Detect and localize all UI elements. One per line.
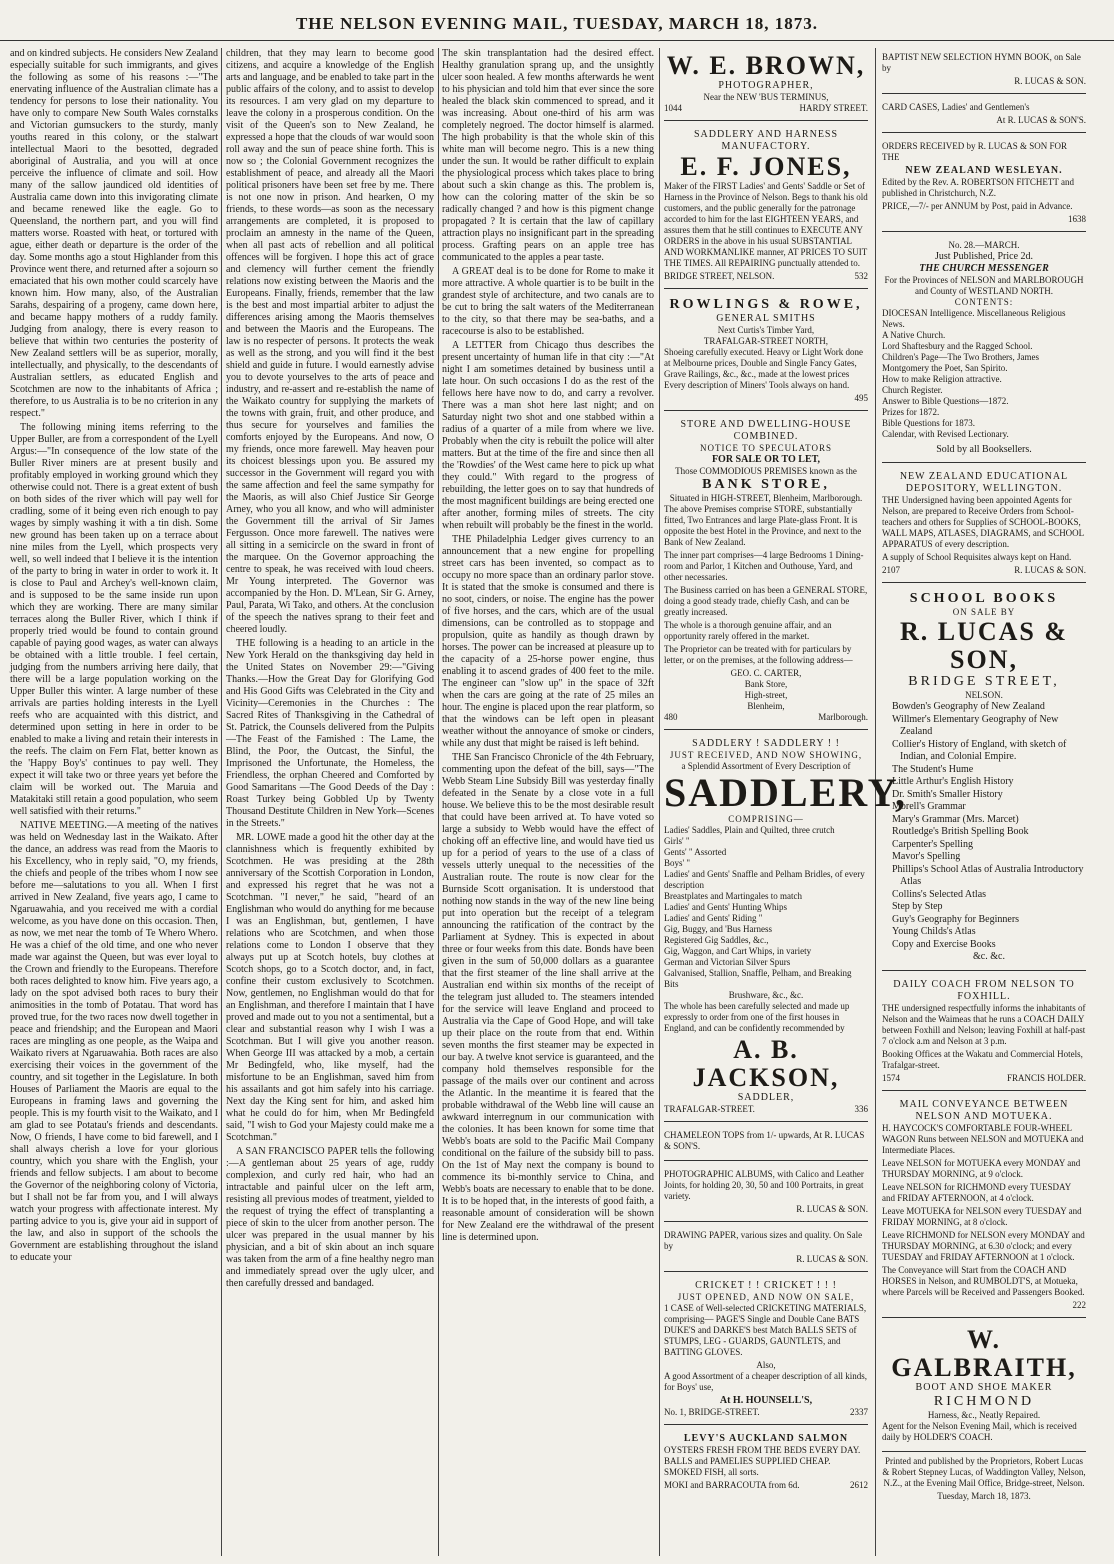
ad-number: 532 xyxy=(854,271,868,281)
ad-signature: R. LUCAS & SON. xyxy=(1014,565,1086,575)
list-item: Leave MOTUEKA for NELSON every TUESDAY and FRIDAY MORNING, at 8 o'clock. xyxy=(882,1205,1082,1227)
list-item: Phillips's School Atlas of Australia Introductory Atlas xyxy=(892,863,1084,887)
list-item: Leave NELSON for RICHMOND every TUESDAY and FRIDAY AFTERNOON, at 4 o'clock. xyxy=(882,1181,1071,1203)
ad-text: The above Premises comprise STORE, substantially fitted, Two Entrances and large Plate-glass Front. It is opposite the best Hotel in the Province, and next to the Bank of New Zealand. xyxy=(664,504,862,547)
ad-title: SCHOOL BOOKS xyxy=(909,591,1059,606)
list-item: Dr. Smith's Smaller History xyxy=(892,788,1003,800)
ad-title: At H. HOUNSELL'S, xyxy=(719,1395,813,1406)
ad-number: 2107 xyxy=(882,565,900,575)
ad-subtitle: FOR SALE OR TO LET, xyxy=(711,454,821,465)
ad-text: TRAFALGAR-STREET NORTH, xyxy=(703,336,829,346)
article-paragraph: A GREAT deal is to be done for Rome to make it more attractive. A whole quartier is to be built in the grandest style of architecture, and two canals are to be cut to bring the salt waters of the Mediterranean to the city, so that there may be sea-baths, and a racecourse is also to be established. xyxy=(442,266,654,337)
ad-text: TRAFALGAR-STREET. xyxy=(664,1104,755,1114)
ad-signature: Blenheim, xyxy=(747,701,785,711)
imprint-date: Tuesday, March 18, 1873. xyxy=(937,1490,1031,1501)
ad-text: ORDERS RECEIVED by R. LUCAS & SON FOR THE xyxy=(882,141,1068,162)
article-paragraph: children, that they may learn to become good citizens, and acquire a knowledge of the English arts and language, and be enabled to take part in the public affairs of the colony, and to assist to develop its resources. I am very glad on my departure to leave the colony in a prosperous condition. On the visit of the Queen's son to New Zealand, he expressed a hope that the clouds of war would soon roll away and the sun of peace shine forth. This is now so ; the Colonial Government recognizes the establishment of peace, and already all the Maori political prisoners have been set free by me. There is not one now in prison. And hearken, O my friends, to these words—as soon as the necessary arrangements are completed, it is proposed to proclaim an amnesty in the name of the Queen, when all past acts of rebellion and all political offences will be forgiven. I hope this act of grace and clemency will further cement the friendly relations now existing between the Maoris and the Europeans. Finally, friends, remember that the law is the best and most impartial arbiter to adjust the differences arising among the Maoris themselves and between the Maoris and the Europeans. The law is no respecter of persons. It protects the weak as well as the strong, and you will find it the best shield and guide in future. I would earnestly advise you to devote yourselves to the arts of peace and industry, and re-assert and re-establish the name of the Waikato country for supplying the markets of the towns with grain, fruit, and other produce, and thus secure for yourselves and families the comforts enjoyed by the Europeans. And now, O my friends, once more farewell. May heaven pour its choicest blessings upon you. Be assured my successor in the Government will regard you with the same affection and feel the same sympathy for the Maoris, as will also Chief Justice Sir George Arney, who you all know, and who will administer the Government till the arrival of Sir James Fergusson. Once more farewell. The natives were all sitting in a semicircle on the sward in front of the marquee. On the Governor approaching the centre to speak, he was received with loud cheers. Mr Young interpreted. The Governor was accompanied by the Hon. D. M'Lean, Sir G. Arney, Paul, Parata, Wi Tako, and others. At the conclusion of the speech the natives sprang to their feet and cheered loudly. xyxy=(226,48,434,635)
list-item: Step by Step xyxy=(892,901,943,912)
ad-text: PHOTOGRAPHIC ALBUMS, with Calico and Leather Joints, for holding 20, 30, 50 and 100 Portraits, in great variety. xyxy=(664,1169,864,1201)
ad-signature: Bank Store, xyxy=(744,679,788,689)
ad-text: The Business carried on has been a GENERAL STORE, doing a good steady trade, chiefly Cash, and can be greatly increased. xyxy=(664,585,868,617)
ad-number: 480 xyxy=(664,712,678,722)
ad-title: W. GALBRAITH, xyxy=(891,1324,1077,1382)
imprint-text: Printed and published by the Proprietors, Robert Lucas & Robert Stepney Lucas, of Waddington Valley, Nelson, N.Z., at the Evening Mail Office, Bridge-street, Nelson. xyxy=(882,1455,1086,1488)
ad-heading: LEVY'S AUCKLAND SALMON xyxy=(683,1433,849,1444)
list-item: Collier's History of England, with sketch of Indian, and Colonial Empire. xyxy=(892,738,1067,762)
ad-text: Maker of the FIRST Ladies' and Gents' Saddle or Set of Harness in the Province of Nelson. Begs to thank his old customers, and the public generally for the patronage accorded to him for the last EIGHTEEN YEARS, and assures them that he still continues to EXECUTE ANY ORDERS in the above in his usual SUBSTANTIAL AND WORKMANLIKE manner, AT PRICES TO SUIT THE TIMES. All REPAIRING punctually attended to. xyxy=(664,181,868,268)
ad-mail-conveyance xyxy=(882,1095,1086,1318)
masthead: THE NELSON EVENING MAIL, TUESDAY, MARCH 18, 1873. xyxy=(295,14,819,33)
ad-chameleon xyxy=(664,1126,868,1161)
ad-number: 1044 xyxy=(664,103,682,113)
ad-number: 1638 xyxy=(1068,214,1086,224)
ad-text: The inner part comprises—4 large Bedrooms 1 Dining-room and Parlor, 1 Kitchen and Outhouse, Yard, and other necessaries. xyxy=(664,550,864,582)
article-paragraph: A SAN FRANCISCO PAPER tells the following :—A gentleman about 25 years of age, ruddy complexion, and curly red hair, who had an intractable and painful ulcer on the left arm, resisting all previous modes of treatment, yielded to the request of trying the effect of transplanting a piece of skin to the ulcer from another person. The ulcer was prepared in the usual manner by his physician, and a bit of skin about an inch square was taken from the arm of a fine healthy negro man and immediately spread over the ugly ulcer, and then carefully dressed and bandaged. xyxy=(226,1146,434,1289)
list-item: How to make Religion attractive. xyxy=(882,374,1002,384)
ad-text: HARDY STREET. xyxy=(799,103,868,113)
list-item: Bible Questions for 1873. xyxy=(882,418,975,428)
ad-text: Also, xyxy=(756,1360,776,1370)
ad-text: Those COMMODIOUS PREMISES known as the xyxy=(675,466,857,476)
ad-daily-coach xyxy=(882,975,1086,1091)
ad-subtitle: Just Published, Price 2d. xyxy=(934,251,1034,262)
ad-heading: STORE AND DWELLING-HOUSE COMBINED. xyxy=(680,419,852,442)
list-item: The Student's Hume xyxy=(892,763,974,775)
ad-title: ROWLINGS & ROWE, xyxy=(669,297,863,312)
article-paragraph: The following mining items referring to the Upper Buller, are from a correspondent of the Lyell Argus:—"In consequence of the low state of the Buller River miners are at present busily and profitably employed in working ground which they otherwise could not. There is a great extent of bush on both sides of the river which will pay well for cradling, some of it being even rich enough to pay wages by simply washing it with a tin dish. Some new ground has been taken up on a terrace about nine miles from the Lyell, which prospects very well, so well indeed that I believe it is the intention of the party to bring in water in order to work it. It is close to Paul and Archey's well-known claim, and is supposed to be the same inside run upon which they are working. There are many similar terraces along the Buller River, which I think if properly tried would be found to contain ground capable of paying good wages, as water can always be obtained with a little trouble. I feel certain, judging from the numbers arriving here daily, that there will be a large population working on the Upper Buller this winter. A large number of these arrivals are parties holding interests in the Lyell reefs who are acquainted with this district, and determined upon setting in here in order to be enabled to make a living and retain their interests in the reefs. The claim on Fern Flat, better known as the 'Happy Boy's' continues to pay well. They expect it will take two or three years yet before the claim will be worked out. The Maruia and Matakitaki still retain a good population, who seem well satisfied with their returns." xyxy=(10,422,218,817)
ad-text: A supply of School Requisites always kept on Hand. xyxy=(882,552,1072,562)
list-item: Children's Page—The Two Brothers, James Montgomery the Poet, San Spirito. xyxy=(882,352,1040,373)
column-2 xyxy=(226,48,434,1556)
ad-text: THE undersigned respectfully informs the inhabitants of Nelson and the Waimeas that he runs a COACH DAILY between Foxhill and Nelson; leaving Foxhill at half-past 7 o'clock a.m and Nelson at 3 p.m. xyxy=(882,1002,1086,1046)
column-5-ads xyxy=(882,48,1086,1556)
ad-text: A good Assortment of a cheaper description of all kinds, for Boys' use, xyxy=(664,1371,867,1392)
ad-cricket xyxy=(664,1276,868,1425)
ad-rowlings xyxy=(664,293,868,411)
list-item: Leave NELSON for MOTUEKA every MONDAY and THURSDAY MORNING, at 9 o'clock. xyxy=(882,1157,1081,1179)
ad-text: Harness, &c., Neatly Repaired. xyxy=(927,1409,1041,1420)
ad-text: For the Provinces of NELSON and MARLBOROUGH and County of WESTLAND NORTH. xyxy=(884,275,1084,296)
ad-signature: Marlborough. xyxy=(818,712,868,722)
list-item: Ladies' and Gents' Riding " xyxy=(664,913,763,923)
ad-subtitle: BOOT AND SHOE MAKER xyxy=(915,1381,1053,1393)
list-item: Mary's Grammar (Mrs. Marcet) xyxy=(892,813,1019,825)
ad-signature: R. LUCAS & SON. xyxy=(1014,76,1086,86)
ad-title: A. B. JACKSON, xyxy=(692,1035,840,1092)
ad-subtitle: JUST OPENED, AND NOW ON SALE, xyxy=(677,1292,855,1302)
ad-title: E. F. JONES, xyxy=(680,152,852,181)
list-item: Prizes for 1872. xyxy=(882,407,940,417)
ad-text: THE Undersigned having been appointed Agents for Nelson, are prepared to Receive Orders from School-teachers and others for Supplies of SCHOOL-BOOKS, WALL MAPS, ATLASES, DIAGRAMS, and SCHOOL APPARATUS of every description. xyxy=(882,495,1084,549)
ad-text: Booking Offices at the Wakatu and Commercial Hotels, Trafalgar-street. xyxy=(882,1048,1083,1070)
article-paragraph: MR. LOWE made a good hit the other day at the clannishness which is frequently exhibited by Scotchmen. He was presiding at the 28th anniversary of the Scottish Corporation in London, and expressed his regret that he was not a Scotchman. "I never," he said, "heard of an Englishman who would do anything for me because I was an Englishman, but, gentlemen, I have relations who are Scotchmen, and when those relations come to London I observe that they always put up at Scotch hotels, buy clothes at Scotch shops, go to a Scotch doctor, and, in fact, confine their custom exclusively to Scotchmen. Now, gentlemen, no Englishman would do that for an Englishman, and therefore I maintain that I have proved and made out to you not a sentimental, but a clear and substantial reason why I wish I was a Scotchman. But I will give you another reason. When George III was attacked by a mob, a certain Mr Bedingfeld, who, like myself, had the misfortune to be an Englishman, saved him from his assailants and got him safely into his carriage. Next day the King sent for him, and asked him what he could do for him, when Mr Bedingfeld said, "I wish to God your Majesty could make me a Scotchman." xyxy=(226,832,435,1143)
ad-text: PRICE,—7/- per ANNUM by Post, paid in Advance. xyxy=(882,201,1073,211)
list-item: Answer to Bible Questions—1872. xyxy=(882,396,1009,406)
ad-heading: CRICKET ! ! CRICKET ! ! ! xyxy=(695,1280,837,1291)
ad-text: OYSTERS FRESH FROM THE BEDS EVERY DAY. BALLS and PAMELIES SUPPLIED CHEAP. SMOKED FISH, all sorts. xyxy=(664,1445,861,1477)
list-item: A Native Church. xyxy=(882,330,946,340)
ad-text: CHAMELEON TOPS from 1/- upwards, At R. LUCAS & SON'S. xyxy=(664,1130,865,1151)
ad-number: 2612 xyxy=(850,1480,868,1490)
ad-heading: DAILY COACH FROM NELSON TO FOXHILL. xyxy=(893,978,1075,1002)
ad-jones xyxy=(664,125,868,289)
article-paragraph: The skin transplantation had the desired effect. Healthy granulation sprang up, and the unsightly ulcer soon healed. A few months afterwards he went to his physician and told him that ever since the sore healed the black skin commenced to spread, and it was increasing. About one-third of his arm was completely negroed. The doctor himself is alarmed. The high probability is that the whole skin of this white man will become negro. This is a new thing under the sun. It would be rather difficult to explain the physiological process which takes place to bring about such a skin change as this. The problem is, how can the coloring matter of the skin be so radically changed ? and how is this pigment change propagated ? It is certain that the law of capillary attraction plays no insignificant part in the spreading process. Grafting pears on an apple tree has communicated to the apples a pear taste. xyxy=(442,48,654,263)
column-1 xyxy=(10,48,218,1556)
list-item: Morell's Grammar xyxy=(892,801,966,812)
ad-title: SADDLERY, xyxy=(664,770,907,815)
ad-heading: SADDLERY AND HARNESS MANUFACTORY. xyxy=(693,129,839,152)
ad-signature: R. LUCAS & SON. xyxy=(796,1254,868,1264)
ad-text: NELSON. xyxy=(965,690,1003,700)
list-item: Gents' " Assorted xyxy=(664,847,727,857)
ad-heading: SADDLERY ! SADDLERY ! ! xyxy=(692,738,840,749)
list-item: Church Register. xyxy=(882,385,943,395)
ad-signature: FRANCIS HOLDER. xyxy=(1006,1072,1086,1083)
ad-brown xyxy=(664,48,868,121)
list-item: Ladies' Saddles, Plain and Quilted, three crutch xyxy=(664,825,835,835)
list-item: Breastplates and Martingales to match xyxy=(664,891,802,901)
ad-drawing-paper xyxy=(664,1226,868,1272)
ad-text: BAPTIST NEW SELECTION HYMN BOOK, on Sale by xyxy=(882,52,1081,73)
article-paragraph: and on kindred subjects. He considers New Zealand especially suitable for such immigrants, and gives the following as some of his reasons :—"The enervating influence of the Australian climate has a tendency for persons to lose their nationality. You have only to compare New South Wales cornstalks and Victorian gumsuckers to the sturdy, manly youths reared in this colony, or the stalwart intellectual Maori to the besotted, degraded aboriginal of Australia, and you will at once perceive the influence of climate and soil. How many of the sallow jaundiced old identities of Australia came down into this invigorating climate and became renewed like the eagle. Go to Queensland, the northern part, and you will find matters worse. Roasted with heat, or tortured with ague, either death or departure is the order of the day. Some months ago a stout Highlander from this Province went there, and returned after a sojourn so emaciated that his own mother could scarcely have known him. How many, also, of the Australian Sarahs, despairing of a progeny, came down here, and became happy mothers of a ruddy family. Judging from analogy, there is every reason to believe that within two centuries the posterity of New Zealand settlers will be as superior, morally, intellectually, and physically, to the descendants of Australian settlers, as educated English and Scotchmen are now to the inhabitants of Africa ; therefore, to us Australia is to be no criterion in any respect." xyxy=(10,48,218,419)
ad-text: No. 1, BRIDGE-STREET. xyxy=(664,1407,760,1417)
list-item: Routledge's British Spelling Book xyxy=(892,826,1029,837)
ad-number: 336 xyxy=(854,1104,868,1114)
ad-title: NEW ZEALAND WESLEYAN. xyxy=(905,165,1063,176)
ad-subtitle: GENERAL SMITHS xyxy=(716,313,816,324)
list-item: Copy and Exercise Books xyxy=(892,938,996,950)
list-item: Boys' " xyxy=(664,858,691,868)
ad-number: 1574 xyxy=(882,1072,900,1083)
list-item: Young Childs's Atlas xyxy=(892,926,976,937)
ad-text: Situated in HIGH-STREET, Blenheim, Marlborough. xyxy=(669,493,863,503)
ad-text: a Splendid Assortment of Every Description of xyxy=(681,761,851,771)
ad-signature: R. LUCAS & SON. xyxy=(796,1204,868,1214)
ad-title: R. LUCAS & SON, xyxy=(899,617,1069,674)
ad-text: Next Curtis's Timber Yard, xyxy=(717,325,815,335)
ad-text: COMPRISING— xyxy=(728,814,804,824)
ad-text: Edited by the Rev. A. ROBERTSON FITCHETT and published in Christchurch, N.Z. xyxy=(882,177,1074,198)
list-item: Carpenter's Spelling xyxy=(892,838,973,850)
ad-text: 1 CASE of Well-selected CRICKETING MATERIALS, comprising— PAGE'S Single and Double Cane BATS DUKE'S and DARKE'S best Match BALLS SETS of STUMPS, LEG - GUARDS, GAUNTLETS, and BATTING GLOVES. xyxy=(664,1303,867,1357)
list-item: Leave RICHMOND for NELSON every MONDAY and THURSDAY MORNING, at 6.30 o'clock; and every TUESDAY and FRIDAY AFTERNOON at 1 o'clock. xyxy=(882,1229,1085,1262)
ad-text: H. HAYCOCK'S COMFORTABLE FOUR-WHEEL WAGON Runs between NELSON and MOTUEKA and Intermediate Places. xyxy=(882,1122,1084,1155)
list-item: German and Victorian Silver Spurs xyxy=(664,957,791,967)
ad-subtitle: NOTICE TO SPECULATORS xyxy=(699,443,833,453)
column-divider xyxy=(438,48,439,1556)
ad-subtitle: No. 28.—MARCH. xyxy=(948,240,1020,250)
ad-hymn-book xyxy=(882,48,1086,94)
ad-albums xyxy=(664,1165,868,1222)
ad-heading: NEW ZEALAND EDUCATIONAL DEPOSITORY, WELLINGTON. xyxy=(899,471,1069,494)
ad-subtitle: BRIDGE STREET, xyxy=(908,674,1060,689)
list-item: Ladies' and Gents' Hunting Whips xyxy=(664,902,788,912)
list-item: Galvanised, Stallion, Snaffle, Pelham, and Breaking Bits xyxy=(664,968,852,989)
list-item: Gig, Buggy, and 'Bus Harness xyxy=(664,924,773,934)
ad-subtitle: JUST RECEIVED, AND NOW SHOWING, xyxy=(669,750,863,760)
list-item: Mavor's Spelling xyxy=(892,851,961,862)
ad-number: 2337 xyxy=(850,1407,868,1417)
list-item: Guy's Geography for Beginners xyxy=(892,913,1020,925)
ad-title: BANK STORE, xyxy=(702,477,830,492)
ad-text: CONTENTS: xyxy=(954,297,1014,307)
list-item: Little Arthur's English History xyxy=(892,776,1014,787)
ad-signature: High-street, xyxy=(744,690,788,700)
list-item: Lord Shaftesbury and the Ragged School. xyxy=(882,341,1033,351)
list-item: DIOCESAN Intelligence. Miscellaneous Religious News. xyxy=(882,308,1066,329)
list-item: Collins's Selected Atlas xyxy=(892,888,987,900)
article-paragraph: THE following is a heading to an article in the New York Herald on the thanksgiving day held in the United States on November 29:—"Giving Thanks.—How the Great Day for Glorifying God and His Good Gifts was Celebrated in the City and Vicinity—Ceremonies in the Churches : The Sacred Rites of Thanksgiving in the Cathedral of St. Patrick, the Counsels delivered from the Pulpits—The Feast of the Famished : The Lame, the Blind, the Poor, the Outcast, the Sinful, the Imprisoned the Unfortunate, the Homeless, the Friendless, the orphan Cheered and Comforted by Good Samaritans —The Good Deeds of the Day : Roast Turkey being Gobbled Up by Twenty Thousand Destitute Children in New York—Scenes in the Streets." xyxy=(226,638,434,829)
article-paragraph: THE Philadelphia Ledger gives currency to an announcement that a new engine for propelling street cars has been invented, so compact as to occupy no more space than an ordinary parlor stove. It is stated that the smoke is consumed and there is no soot, cinders, or noise. The engine has the power of five horses, and the cars, which are of the usual dimensions, can be controlled as to stoppage and propulsion, quite as handily as though drawn by horses. The power can be increased at pleasure up to the capacity of a 25-horse power engine, thus enabling it to ascend grades of 400 feet to the mile. The engineer can "slow up" in the space of 32ft when the cars are going at the rate of 25 miles an hour. The engine is placed upon the rear platform, so that the windows can be left open in pleasant weather without the annoyance of smoke or cinders, while any dust that might be raised is left behind. xyxy=(442,534,654,749)
column-3 xyxy=(442,48,654,1556)
ad-text: The whole has been carefully selected and made up expressly to order from one of the first houses in England, and can be confidently recommended by xyxy=(664,1001,850,1033)
ad-subtitle: RICHMOND xyxy=(933,1393,1035,1409)
article-paragraph: A LETTER from Chicago thus describes the present uncertainty of human life in that city :—"At night I am sometimes detained by business until a late hour. On such occasions I do as the rest of the fellows here have now to do, and carry a revolver. There was a man shot here last night; and on Saturday night two shot and one stabbed within a radius of a quarter of a mile from where we live. Probably when the city is rebuilt the police will alter matters. But at the time of the fire and since then all the 'Rowdies' of the West came here to pick up what they could." With regard to the progress of rebuilding, the letter goes on to say that hundreds of the most magnificent buildings are being erected one after another, forming miles of streets. The city when rebuilt will probably be the finest in the world. xyxy=(442,340,654,531)
ad-galbraith xyxy=(882,1322,1086,1452)
masthead-rule xyxy=(0,40,1114,41)
article-paragraph: NATIVE MEETING.—A meeting of the natives was held on Wednesday last in the Waikato. After the dance, an address was read from the Maoris to his Excellency, who in reply said, "O, my friends, the chiefs and people of the tribes whom I now see before me—salutations to you all. When I first arrived in New Zealand, five years ago, I came to Ngaruawahia, and you received me with a cordial welcome, as you have done on this occasion. Then, as now, we met near the tomb of Te Whero Whero. He was a chief of the old time, and one who never made war against the Queen, but was ever loyal to the Crown and friendly to the Europeans. Therefore both races delighted to know him. Five years ago, a lady on the spot advised both races to bury their animosities in the tomb of Potatau. That word has proved true, for the two races now dwell together in peace and friendship; and the European and Maori races are mingling as one people, as the Waipa and Waikato rivers at Ngaruawahia. Both races are also exercising their voices in the government of the country, and sit together in the Legislature. In both Houses of Parliament the Maoris are equal to the Europeans in framing laws and governing the people. This is my fourth visit to the Waikato, and I am glad to see Potatau's friends and descendants. Now, O friends, I have come to bid farewell, and I shall always cherish a love for your glorious country, which you share with the English, your friends and fellow subjects. I am about to become the Governor of the neighboring colony of Victoria, but I shall not be far from you, and I will always watch your progress with affectionate interest. My parting advice to you is, give your aid in support of the law, and also in support of the schools the Government are establishing throughout the island to educate your xyxy=(10,820,218,1263)
list-item: Bowden's Geography of New Zealand xyxy=(892,701,1045,712)
ad-educational-depository xyxy=(882,467,1086,583)
column-divider xyxy=(221,48,222,1556)
ad-text: The Proprietor can be treated with for particulars by letter, or on the premises, at the following address— xyxy=(664,644,853,665)
list-item: Gig, Waggon, and Cart Whips, in variety xyxy=(664,946,812,956)
ad-title: W. E. BROWN, xyxy=(666,51,866,80)
list-item: Girls' " xyxy=(664,836,690,846)
ad-text: BRIDGE STREET, NELSON. xyxy=(664,271,775,281)
ad-salmon xyxy=(664,1429,868,1497)
ad-bank-store xyxy=(664,415,868,730)
ad-church-messenger xyxy=(882,236,1086,463)
ad-card-cases xyxy=(882,98,1086,133)
ad-text: Agent for the Nelson Evening Mail, which is received daily by HOLDER'S COACH. xyxy=(882,1420,1077,1442)
ad-text: CARD CASES, Ladies' and Gentlemen's xyxy=(882,102,1030,112)
ad-text: ON SALE BY xyxy=(952,607,1016,617)
ad-heading: MAIL CONVEYANCE BETWEEN NELSON AND MOTUEKA. xyxy=(899,1098,1069,1122)
ad-title: THE CHURCH MESSENGER xyxy=(919,263,1049,274)
article-paragraph: THE San Francisco Chronicle of the 4th February, commenting upon the defeat of the bill, says—"The Webb Steam Line Subsidy Bill was yesterday finally defeated in the Senate by a close vote in a full house. We believe this to be the most desirable result that could have been arrived at. To have voted so large a subsidy to Webb would have the effect of choking off an effective line, and would have tied us up for a period of years to the use of a class of vessels utterly unequal to the necessities of the Australian route. The route is now clear for the Burnside Scott organisation. It is understood that nothing now stands in the way of the new line being put into operation but the receipt of a telegram announcing the ratification of the contract by the Parliament at Sydney. This is expected in about three or four weeks from this date. Bonds have been given in the sum of 50,000 dollars as a guarantee that the first steamer of the line shall arrive at the Australian end within six months of the receipt of the telegram just alluded to. The steamers intended for the service will leave England and proceed to Australia via the Cape of Good Hope, and will take up their place on the route from that end. Within seven months the first steamer may be expected in our bay. A twelve knot service is guaranteed, and the company hold themselves responsible for the passage of the mails over our continent and across the Atlantic. In the meantime it is feared that the probable withdrawal of the Webb line will cause an awkward interregnum in our communication with the colonies. It has been known for some time that Webb's boats are sold to the Pacific Mail Company conditional on the failure of the subsidy bill to pass. On the 1st of May next the company is bound to commence its bi-monthly service to China, and Webb's boats are necessary to enable that to be done. It is to be hoped that, in the interests of good faith, a reasonable amount of consideration will be shown for New Zealand ere the withdrawal of the present line is determined upon. xyxy=(442,752,654,1243)
ad-number: 222 xyxy=(1072,1299,1086,1310)
ad-text: The Conveyance will Start from the COACH AND HORSES in Nelson, and RUMBOLDT'S, at Motueka, where Parcels will be Received and Passengers Booked. xyxy=(882,1264,1085,1297)
ad-wesleyan xyxy=(882,137,1086,232)
list-item: Calendar, with Revised Lectionary. xyxy=(882,429,1009,439)
list-item: Ladies' and Gents' Snaffle and Pelham Bridles, of every description xyxy=(664,869,865,890)
imprint xyxy=(882,1456,1086,1502)
ad-subtitle: SADDLER, xyxy=(737,1092,795,1103)
ad-signature: GEO. C. CARTER, xyxy=(730,668,802,678)
ad-text: Near the NEW 'BUS TERMINUS, xyxy=(703,92,829,102)
ad-subtitle: PHOTOGRAPHER, xyxy=(718,80,814,91)
ad-school-books xyxy=(882,587,1086,971)
list-item: &c. &c. xyxy=(973,951,1005,962)
ad-text: Sold by all Booksellers. xyxy=(936,444,1032,455)
ad-signature: At R. LUCAS & SON'S. xyxy=(996,115,1086,125)
list-item: Registered Gig Saddles, &c., xyxy=(664,935,769,945)
column-divider xyxy=(659,48,660,1556)
ad-number: 495 xyxy=(854,393,868,403)
ad-text: Shoeing carefully executed. Heavy or Light Work done at Melbourne prices, Double and Single Fancy Gates, Grave Railings, &c., &c., made at the lowest prices Every description of Miners' Tools always on hand. xyxy=(664,347,864,390)
ad-text: The whole is a thorough genuine affair, and an opportunity rarely offered in the market. xyxy=(664,620,832,641)
list-item: Brushware, &c., &c. xyxy=(728,990,804,1000)
ad-text: DRAWING PAPER, various sizes and quality. On Sale by xyxy=(664,1230,863,1251)
ad-text: MOKI and BARRACOUTA from 6d. xyxy=(664,1480,800,1490)
list-item: Willmer's Elementary Geography of New Zealand xyxy=(892,713,1059,737)
